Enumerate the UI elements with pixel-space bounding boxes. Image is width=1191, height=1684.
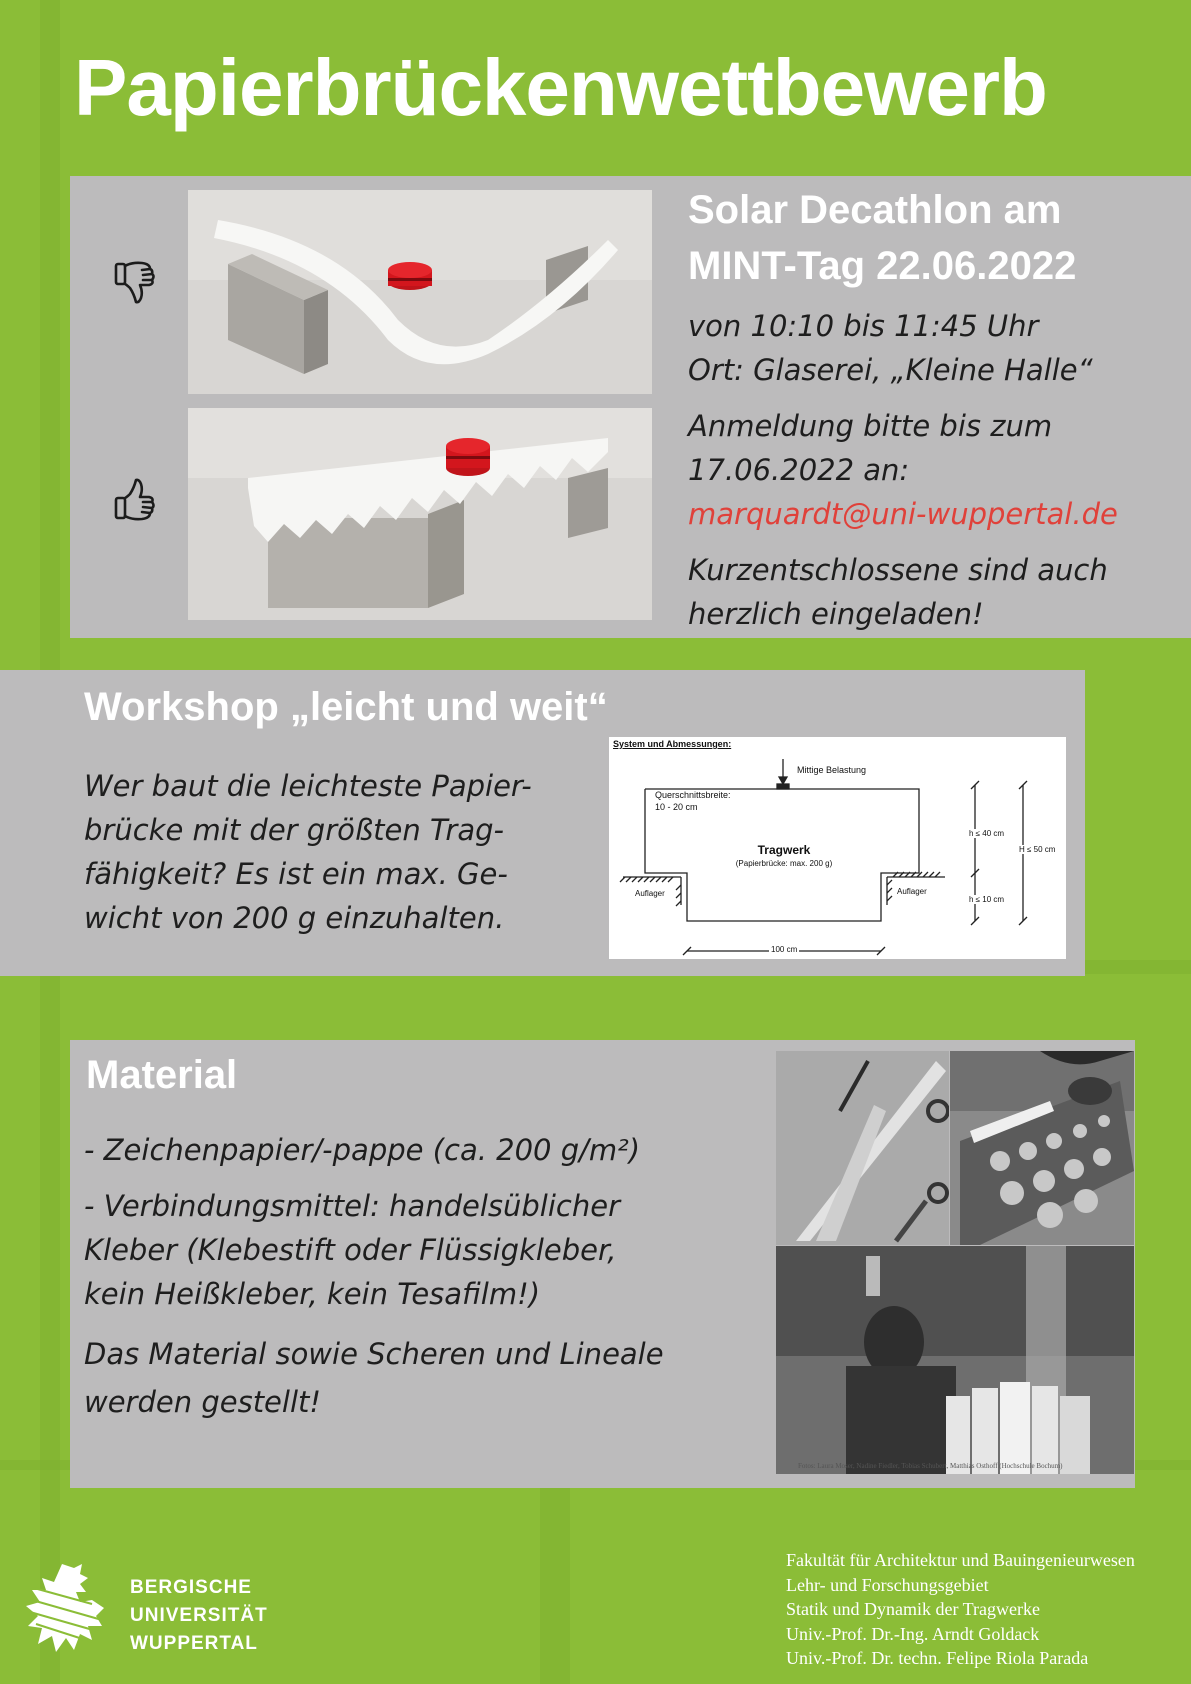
material-note-line-2: werden gestellt! (84, 1385, 322, 1419)
diagram-width-label-2: 10 - 20 cm (655, 802, 698, 812)
diagram-h-upper: h ≤ 40 cm (969, 829, 1005, 838)
registration-line-2: 17.06.2022 an: (688, 453, 910, 487)
event-details (688, 304, 1093, 392)
material-item-adhesive-line-2: Kleber (Klebestift oder Flüssigkleber, (84, 1233, 617, 1267)
diagram-h-total: H ≤ 50 cm (1019, 845, 1056, 854)
material-item-paper: - Zeichenpapier/-pappe (ca. 200 g/m²) (84, 1133, 641, 1167)
workshop-text-line: fähigkeit? Es ist ein max. Ge- (84, 857, 508, 891)
workshop-description (84, 764, 532, 940)
diagram-width-label (655, 789, 731, 813)
system-diagram (609, 737, 1066, 959)
workshop-photo (776, 1246, 1134, 1474)
registration-email-link[interactable]: marquardt@uni-wuppertal.de (688, 497, 1118, 531)
bent-paper-bridge-photo (188, 190, 652, 394)
workshop-heading: Workshop „leicht und weit“ (84, 685, 608, 729)
faculty-info-line: Univ.-Prof. Dr.-Ing. Arndt Goldack (786, 1623, 1040, 1644)
diagram-support-right: Auflager (897, 887, 927, 896)
tools-photo (776, 1051, 949, 1245)
diagram-width-label-1: Querschnittsbreite: (655, 790, 731, 800)
diagram-span: 100 cm (771, 945, 798, 954)
university-logo-icon (22, 1560, 110, 1656)
workshop-text-line: wicht von 200 g einzuhalten. (84, 901, 505, 935)
university-name (130, 1574, 268, 1658)
diagram-load-label: Mittige Belastung (797, 765, 867, 775)
faculty-info-line: Lehr- und Forschungsgebiet (786, 1574, 989, 1595)
diagram-h-lower: h ≤ 10 cm (969, 895, 1005, 904)
thumbs-up-icon (112, 474, 158, 524)
page-title: Papierbrückenwettbewerb (74, 43, 1047, 132)
diagram-title: System und Abmessungen: (613, 739, 732, 749)
walk-in-note-line-2: herzlich eingeladen! (688, 597, 984, 631)
diagram-structure-label: Tragwerk (757, 843, 811, 857)
faculty-info-line: Univ.-Prof. Dr. techn. Felipe Riola Parada (786, 1648, 1089, 1668)
faculty-info-line: Statik und Dynamik der Tragwerke (786, 1599, 1040, 1619)
faculty-info (786, 1548, 1135, 1671)
photo-credit: Fotos: Laura Moser, Nadine Fiedler, Tobias Schubert, Matthias Osthoff (Hochschule Bochum) (798, 1462, 1063, 1470)
registration-line-1: Anmeldung bitte bis zum (688, 409, 1053, 443)
event-heading-line-1: Solar Decathlon am (688, 188, 1062, 232)
walk-in-note (688, 548, 1108, 636)
university-name-line-3: WUPPERTAL (130, 1633, 258, 1654)
registration-info (688, 404, 1118, 536)
university-name-line-2: UNIVERSITÄT (130, 1605, 268, 1626)
material-item-adhesive-line-1: - Verbindungsmittel: handelsüblicher (84, 1189, 620, 1223)
diagram-structure-sub: (Papierbrücke: max. 200 g) (735, 859, 833, 868)
walk-in-note-line-1: Kurzentschlossene sind auch (688, 553, 1108, 587)
event-place: Ort: Glaserei, „Kleine Halle“ (688, 353, 1093, 387)
workshop-text-line: Wer baut die leichteste Papier- (84, 769, 532, 803)
stencil-photo (950, 1051, 1134, 1245)
workshop-text-line: brücke mit der größten Trag- (84, 813, 504, 847)
material-note-line-1: Das Material sowie Scheren und Lineale (84, 1337, 664, 1371)
diagram-support-left: Auflager (635, 889, 665, 898)
event-heading-line-2: MINT-Tag 22.06.2022 (688, 244, 1077, 288)
faculty-info-line: Fakultät für Architektur und Bauingenieurwesen (786, 1550, 1135, 1570)
material-item-adhesive-line-3: kein Heißkleber, kein Tesafilm!) (84, 1277, 541, 1311)
event-time: von 10:10 bis 11:45 Uhr (688, 309, 1039, 343)
material-list (84, 1128, 664, 1424)
university-name-line-1: BERGISCHE (130, 1577, 252, 1598)
material-heading: Material (86, 1053, 238, 1097)
thumbs-down-icon (112, 258, 158, 308)
event-heading (688, 182, 1076, 294)
folded-paper-bridge-photo (188, 408, 652, 620)
